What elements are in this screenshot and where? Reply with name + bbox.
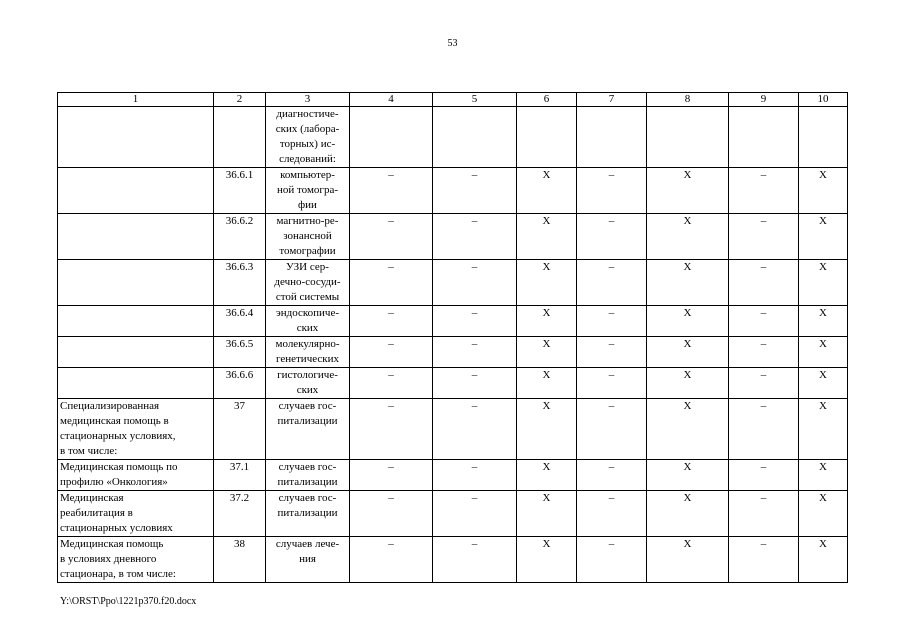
row-value-cell: Х [799, 537, 848, 583]
row-unit-cell: компьютер- ной томогра- фии [266, 168, 350, 214]
row-value-cell: – [729, 214, 799, 260]
row-value-cell: – [729, 460, 799, 491]
row-value-cell: – [577, 260, 647, 306]
row-value-cell: – [729, 337, 799, 368]
row-value-cell [577, 107, 647, 168]
row-value-cell: Х [799, 306, 848, 337]
row-value-cell: Х [647, 460, 729, 491]
row-value-cell: – [729, 537, 799, 583]
row-value-cell: – [350, 306, 433, 337]
row-value-cell: – [350, 168, 433, 214]
row-value-cell: Х [799, 491, 848, 537]
row-name-cell: Медицинская помощь в условиях дневного стационара, в том числе: [58, 537, 214, 583]
row-value-cell: Х [647, 368, 729, 399]
row-value-cell [647, 107, 729, 168]
row-value-cell: Х [799, 399, 848, 460]
row-value-cell: Х [799, 368, 848, 399]
header-cell: 10 [799, 93, 848, 107]
table-row [58, 460, 848, 491]
row-value-cell: – [577, 537, 647, 583]
row-code-cell: 38 [214, 537, 266, 583]
row-value-cell: Х [799, 168, 848, 214]
row-unit-cell: магнитно-ре- зонансной томографии [266, 214, 350, 260]
row-value-cell: Х [517, 399, 577, 460]
row-value-cell: – [350, 537, 433, 583]
row-value-cell: – [577, 337, 647, 368]
row-name-cell [58, 168, 214, 214]
row-value-cell: Х [799, 214, 848, 260]
table-header-row [58, 93, 848, 107]
row-unit-cell: эндоскопиче- ских [266, 306, 350, 337]
row-value-cell: Х [647, 491, 729, 537]
row-value-cell: – [433, 337, 517, 368]
row-value-cell: – [350, 399, 433, 460]
row-name-cell [58, 260, 214, 306]
row-value-cell: – [350, 460, 433, 491]
row-value-cell: – [350, 491, 433, 537]
row-name-cell [58, 306, 214, 337]
row-value-cell: Х [647, 306, 729, 337]
table-row [58, 214, 848, 260]
row-value-cell: Х [647, 337, 729, 368]
row-value-cell: – [729, 260, 799, 306]
row-unit-cell: гистологиче- ских [266, 368, 350, 399]
row-value-cell: – [729, 306, 799, 337]
row-name-cell: Медицинская помощь по профилю «Онкология» [58, 460, 214, 491]
row-code-cell: 37.1 [214, 460, 266, 491]
row-code-cell: 37.2 [214, 491, 266, 537]
row-unit-cell: случаев гос- питализации [266, 399, 350, 460]
row-value-cell: Х [517, 337, 577, 368]
row-value-cell: Х [799, 260, 848, 306]
footer-file-path: Y:\ORST\Ppo\1221p370.f20.docx [60, 596, 197, 607]
row-value-cell: – [433, 460, 517, 491]
header-cell: 1 [58, 93, 214, 107]
table-row [58, 306, 848, 337]
row-value-cell: – [350, 214, 433, 260]
row-value-cell: – [729, 168, 799, 214]
header-cell: 4 [350, 93, 433, 107]
row-value-cell: Х [517, 368, 577, 399]
row-unit-cell: случаев лече- ния [266, 537, 350, 583]
row-value-cell: Х [517, 537, 577, 583]
row-value-cell: – [433, 368, 517, 399]
page-number: 53 [447, 38, 458, 49]
table-row [58, 537, 848, 583]
row-code-cell [214, 107, 266, 168]
row-value-cell [729, 107, 799, 168]
row-value-cell [350, 107, 433, 168]
row-code-cell: 37 [214, 399, 266, 460]
row-unit-cell: УЗИ сер- дечно-сосуди- стой системы [266, 260, 350, 306]
row-value-cell: Х [647, 399, 729, 460]
header-cell: 6 [517, 93, 577, 107]
row-value-cell: Х [517, 306, 577, 337]
row-value-cell: Х [647, 537, 729, 583]
row-value-cell: – [577, 168, 647, 214]
row-value-cell: Х [799, 460, 848, 491]
row-unit-cell: молекулярно- генетических [266, 337, 350, 368]
header-cell: 9 [729, 93, 799, 107]
row-value-cell: – [350, 260, 433, 306]
table-row [58, 491, 848, 537]
table-row [58, 260, 848, 306]
row-value-cell: Х [647, 168, 729, 214]
row-value-cell: – [433, 260, 517, 306]
row-value-cell: Х [517, 491, 577, 537]
row-unit-cell: диагностиче- ских (лабора- торных) ис- следований: [266, 107, 350, 168]
row-value-cell: Х [647, 260, 729, 306]
row-value-cell: Х [799, 337, 848, 368]
row-value-cell: Х [517, 214, 577, 260]
row-unit-cell: случаев гос- питализации [266, 491, 350, 537]
row-code-cell: 36.6.5 [214, 337, 266, 368]
row-value-cell: – [577, 214, 647, 260]
row-value-cell: – [577, 399, 647, 460]
row-value-cell: – [577, 368, 647, 399]
row-name-cell [58, 337, 214, 368]
header-cell: 3 [266, 93, 350, 107]
header-cell: 7 [577, 93, 647, 107]
row-code-cell: 36.6.1 [214, 168, 266, 214]
table-row [58, 168, 848, 214]
row-value-cell: – [729, 491, 799, 537]
table-row [58, 368, 848, 399]
row-code-cell: 36.6.4 [214, 306, 266, 337]
row-name-cell [58, 368, 214, 399]
row-value-cell [517, 107, 577, 168]
row-code-cell: 36.6.3 [214, 260, 266, 306]
row-value-cell: – [433, 537, 517, 583]
row-name-cell: Медицинская реабилитация в стационарных условиях [58, 491, 214, 537]
row-code-cell: 36.6.6 [214, 368, 266, 399]
header-cell: 5 [433, 93, 517, 107]
row-code-cell: 36.6.2 [214, 214, 266, 260]
row-value-cell: – [433, 491, 517, 537]
table-row [58, 399, 848, 460]
row-value-cell: – [577, 306, 647, 337]
row-value-cell: – [350, 337, 433, 368]
row-value-cell: – [433, 214, 517, 260]
header-cell: 2 [214, 93, 266, 107]
header-cell: 8 [647, 93, 729, 107]
row-name-cell: Специализированная медицинская помощь в стационарных условиях, в том числе: [58, 399, 214, 460]
row-value-cell: – [433, 306, 517, 337]
row-value-cell: – [433, 168, 517, 214]
data-table [57, 92, 848, 583]
row-value-cell: – [577, 460, 647, 491]
row-value-cell: – [729, 399, 799, 460]
table-row [58, 337, 848, 368]
row-value-cell: Х [647, 214, 729, 260]
row-value-cell: Х [517, 260, 577, 306]
row-value-cell: Х [517, 460, 577, 491]
row-value-cell: – [433, 399, 517, 460]
row-unit-cell: случаев гос- питализации [266, 460, 350, 491]
row-value-cell: – [729, 368, 799, 399]
row-name-cell [58, 214, 214, 260]
row-value-cell [799, 107, 848, 168]
row-value-cell: – [577, 491, 647, 537]
row-name-cell [58, 107, 214, 168]
table-row [58, 107, 848, 168]
row-value-cell: Х [517, 168, 577, 214]
row-value-cell [433, 107, 517, 168]
row-value-cell: – [350, 368, 433, 399]
